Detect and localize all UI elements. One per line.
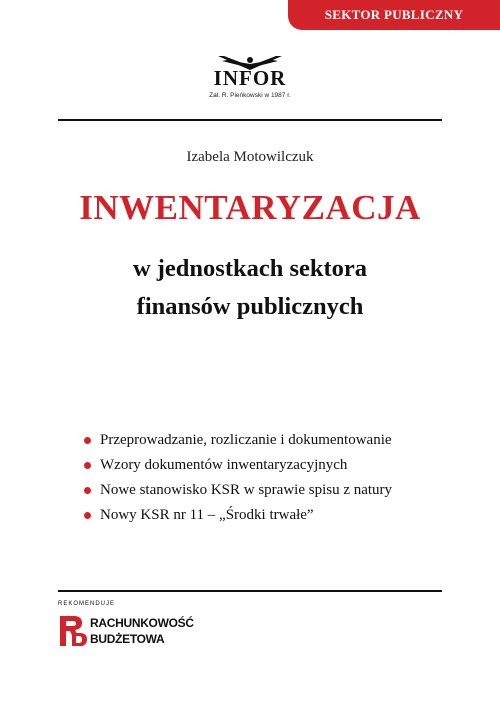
feature-item (84, 478, 392, 503)
publisher-name: INFOR (213, 66, 287, 90)
recommend-brand (58, 612, 198, 652)
feature-item (84, 453, 392, 478)
feature-text: Nowe stanowisko KSR w sprawie spisu z natury (100, 482, 393, 498)
brand-line-2: BUDŻETOWA (90, 632, 165, 646)
book-title: INWENTARYZACJA (79, 188, 421, 227)
feature-text: Przeprowadzanie, rozliczanie i dokumentowanie (100, 432, 392, 448)
recommend-label: REKOMENDUJE (58, 601, 116, 607)
subtitle-line-2: finansów publicznych (136, 293, 364, 320)
feature-item (84, 503, 392, 528)
sector-badge (288, 0, 500, 30)
feature-item (84, 428, 392, 453)
brand-line-1: RACHUNKOWOŚĆ (90, 616, 194, 630)
publisher-note: Zał. R. Pieńkowski w 1987 r. (209, 92, 291, 99)
feature-text: Nowy KSR nr 11 – „Środki trwałe” (100, 507, 314, 523)
author-name: Izabela Motowilczuk (186, 149, 314, 165)
sector-badge-label: SEKTOR PUBLICZNY (324, 7, 464, 22)
bullet-dot-icon (84, 462, 91, 469)
top-divider (58, 119, 442, 121)
bullet-dot-icon (84, 437, 91, 444)
rb-logo-icon (58, 614, 88, 648)
publisher-logo (200, 52, 300, 104)
bullet-dot-icon (84, 512, 91, 519)
feature-list (84, 428, 392, 528)
book-subtitle (40, 250, 460, 326)
bullet-dot-icon (84, 487, 91, 494)
feature-text: Wzory dokumentów inwentaryzacyjnych (100, 457, 348, 473)
subtitle-line-1: w jednostkach sektora (132, 255, 368, 282)
bottom-divider (58, 590, 442, 592)
